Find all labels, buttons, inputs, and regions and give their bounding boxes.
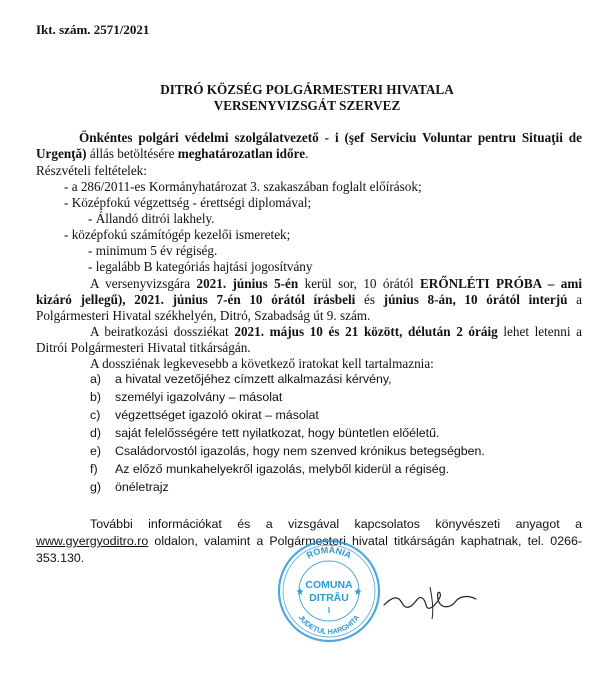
website-link[interactable]: www.gyergyoditro.ro — [36, 534, 149, 548]
enrollment-paragraph: A beiratkozási dossziékat 2021. május 10 és 21 között, délután 2 óráig lehet letenni a Ditrói Polgármesteri Hivatal titkárságán. — [36, 324, 582, 355]
requirement-item: - minimum 5 év régiség. — [88, 243, 218, 258]
document-item: c) végzettséget igazoló okirat – másolat — [90, 408, 319, 422]
document-item: g) önéletrajz — [90, 480, 169, 494]
stamp-top-text: ROMÂNIA — [304, 544, 354, 561]
position-text: állás betöltésére — [86, 146, 178, 161]
requirement-item: - középfokú számítógép kezelői ismeretek; — [64, 227, 291, 242]
position-title: Önkéntes polgári védelmi szolgálatvezető - i (şef Serviciu Voluntar pentru Situaţii de — [79, 130, 582, 145]
position-title-end: Urgenţă) — [36, 146, 87, 161]
requirement-item: - Középfokú végzettség - érettségi diplomával; — [64, 195, 312, 210]
exam-date: 2021. június 5-én — [196, 276, 299, 291]
document-item: a) a hivatal vezetőjéhez címzett alkalmazási kérvény, — [90, 372, 392, 386]
stamp-bottom-text: JUDEȚUL HARGHITA — [296, 613, 362, 637]
documents-heading: A dossziénak legkevesebb a következő iratokat kell tartalmaznia: — [90, 356, 434, 371]
stamp-center-text-2: DITRĂU — [309, 592, 349, 604]
svg-text:ROMÂNIA — [305, 544, 354, 561]
exam-paragraph: A versenyvizsgára 2021. június 5-én kerül sor, 10 órától ERŐNLÉTI PRÓBA – ami kizáró jellegű), 2021. június 7-én 10 órától írásbeli és június 8-án, 10 órától interjú a Polgármesteri Hivatal székhelyén, Ditró, Szabadság út 9. szám. — [36, 276, 582, 323]
exam-interview: június 8-án, 10 órától interjú — [383, 292, 568, 307]
info-paragraph: További információkat és a vizsgával kapcsolatos könyvészeti anyagot a www.gyergyoditro.ro oldalon, valamint a Polgármesteri hivatal titkárságán kaphatnak, tel. 0266-353.130. — [36, 517, 582, 565]
requirement-item: - legalább B kategóriás hajtási jogosítvány — [88, 259, 313, 274]
requirement-item: - Állandó ditrói lakhely. — [88, 211, 215, 226]
svg-text:JUDEȚUL HARGHITA — [297, 613, 361, 636]
document-item: f) Az előző munkahelyekről igazolás, melyből kiderül a régiség. — [90, 462, 450, 476]
document-item: e) Családorvostól igazolás, hogy nem szenved krónikus betegségben. — [90, 444, 485, 458]
requirements-heading: Részvételi feltételek: — [36, 163, 147, 178]
page-subtitle: VERSENYVIZSGÁT SZERVEZ — [213, 98, 401, 113]
position-paragraph: Önkéntes polgári védelmi szolgálatvezető - i (şef Serviciu Voluntar pentru Situaţii de Urgenţă) állás betöltésére meghatározatlan időre. — [36, 130, 582, 161]
enrollment-deadline: 2021. május 10 és 21 között, délután 2 óráig — [234, 324, 498, 339]
requirement-item: - a 286/2011-es Kormányhatározat 3. szakaszában foglalt előírások; — [64, 179, 422, 194]
stamp-star-left: ★ — [295, 587, 305, 598]
page-title: DITRÓ KÖZSÉG POLGÁRMESTERI HIVATALA — [160, 82, 454, 97]
document-item: d) saját felelősségére tett nyilatkozat, hogy büntetlen előéletű. — [90, 426, 440, 440]
position-duration: meghatározatlan időre — [177, 146, 306, 161]
exam-physical-test: ERŐNLÉTI PRÓBA – ami kizáró jellegű), 2021. június 7-én 10 órától írásbeli — [36, 276, 582, 307]
stamp-star-right: ★ — [353, 587, 363, 598]
handwritten-signature — [380, 575, 490, 625]
registration-number: Ikt. szám. 2571/2021 — [36, 22, 150, 37]
stamp-mark: I — [327, 606, 331, 615]
stamp-center-text-1: COMUNA — [305, 579, 353, 591]
document-item: b) személyi igazolvány – másolat — [90, 390, 283, 404]
official-stamp — [276, 538, 382, 644]
